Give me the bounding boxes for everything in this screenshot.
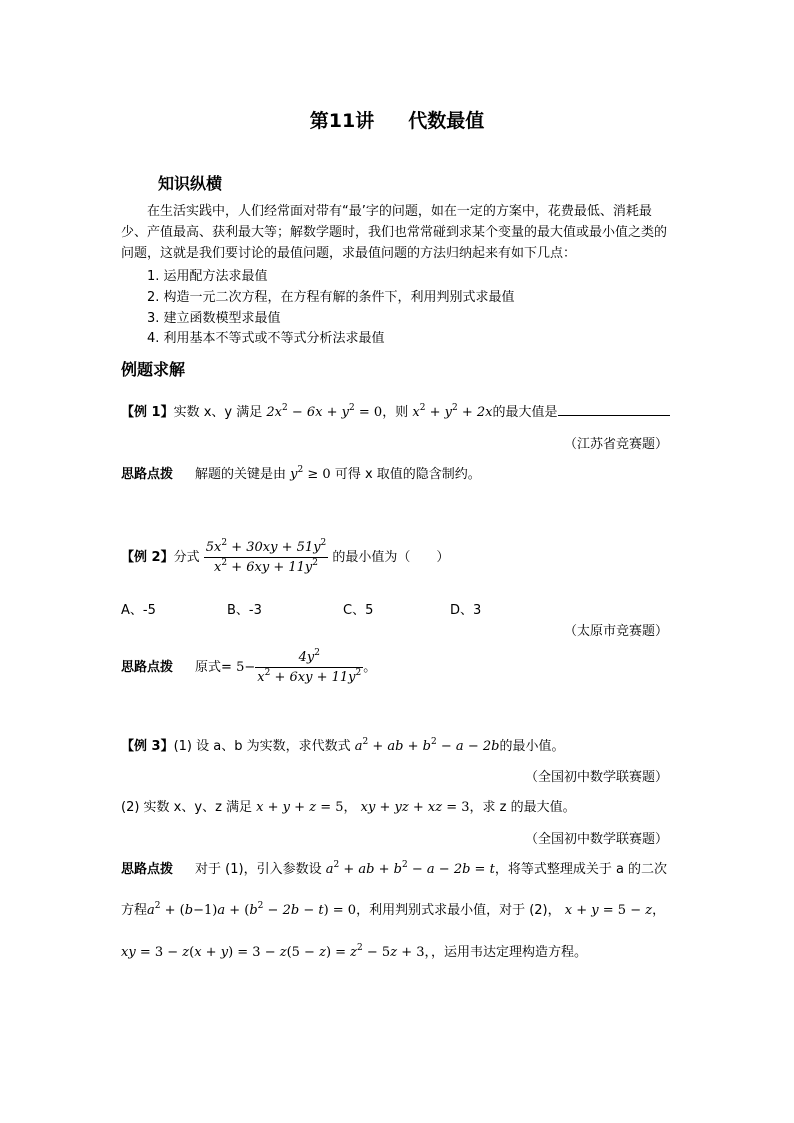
- example-1-source: （江苏省竞赛题）: [563, 437, 668, 452]
- example-3-part-1: 【例 3】(1) 设 a、b 为实数，求代数式 $a^2$ + ab + $b^2 - a - 2b$的最小值。: [121, 737, 565, 754]
- example-3-source-2: （全国初中数学联赛题）: [524, 832, 668, 847]
- example-2-question: 【例 2】分式 $\frac{5x^2 + 30xy + 51y^2}{x^2 + 6xy + 11y^2}$ 的最小值为（ ）: [121, 538, 450, 575]
- example-2-tag: 【例 2】: [121, 550, 174, 565]
- method-item: 4. 利用基本不等式或不等式分析法求最值: [147, 331, 385, 346]
- page-title: [0, 106, 794, 133]
- hint-expression: 5− $\frac{4y^2}{x^2 + 6xy + 11y^2}$: [236, 648, 362, 685]
- example-1-tag: 【例 1】: [121, 405, 174, 420]
- example-1-equation: $2x^2 - 6x + y^2 = 0$: [266, 403, 383, 420]
- option-a: A、-5: [121, 603, 156, 618]
- example-1-expression: $x^2 + y^2 + 2x$: [412, 403, 493, 420]
- example-3-hint-line-3: xy = $3 - z(x + y) = 3 - z(5 - z) = z^2 - 5z + 3$，，运用韦达定理构造方程。: [121, 943, 588, 960]
- method-item: 1. 运用配方法求最值: [147, 269, 268, 284]
- answer-blank[interactable]: [558, 403, 670, 416]
- hint-inequality: $y^2 \ge 0$: [290, 465, 331, 482]
- option-d: D、3: [450, 603, 482, 618]
- section-heading-knowledge: 知识纵横: [158, 174, 223, 193]
- method-item: 3. 建立函数模型求最值: [147, 311, 281, 326]
- option-c: C、5: [343, 603, 374, 618]
- section-heading-examples: 例题求解: [121, 360, 186, 379]
- example-3-hint-line-1: 思路点拨 对于 (1)，引入参数设 $a^2$ + ab + $b^2 - a - 2b = t$，将等式整理成关于 a 的二次: [121, 860, 668, 877]
- method-item: 2. 构造一元二次方程，在方程有解的条件下，利用判别式求最值: [147, 290, 515, 305]
- example-2-hint: 思路点拨 原式= 5− $\frac{4y^2}{x^2 + 6xy + 11y^2}$ 。: [121, 648, 377, 685]
- example-3-tag: 【例 3】: [121, 739, 174, 754]
- lecture-topic: 代数最值: [408, 110, 485, 132]
- intro-paragraph: 在生活实践中，人们经常面对带有“最’字的问题，如在一定的方案中，花费最低、消耗最少、产值最高、获利最大等；解数学题时，我们也常常碰到求某个变量的最大值或最小值之类的问题，这就是我们要讨论的最值问题，求最值问题的方法归纳起来有如下几点：: [121, 204, 668, 261]
- option-b: B、-3: [227, 603, 262, 618]
- lecture-number: 第11讲: [309, 110, 375, 132]
- example-2-source: （太原市竞赛题）: [563, 624, 668, 639]
- example-3-part-2: (2) 实数 x、y、z 满足 x + y + z = 5， xy + yz + xz = 3，求 z 的最大值。: [121, 800, 576, 815]
- example-2-fraction: $\frac{5x^2 + 30xy + 51y^2}{x^2 + 6xy + 11y^2}$: [205, 538, 327, 575]
- example-1-question: 【例 1】实数 x、y 满足 $2x^2 - 6x + y^2 = 0$，则 $x^2 + y^2 + 2x$的最大值是: [121, 401, 670, 420]
- example-3-source-1: （全国初中数学联赛题）: [524, 770, 668, 785]
- example-1-hint: 思路点拨 解题的关键是由 $y^2 \ge 0$ 可得 x 取值的隐含制约。: [121, 465, 481, 482]
- example-3-hint-line-2: 方程$a^2 + (b-1)a + (b^2 - 2b - t) = 0$，利用判别式求最小值，对于 (2)， x + y = 5 − z，: [121, 901, 666, 918]
